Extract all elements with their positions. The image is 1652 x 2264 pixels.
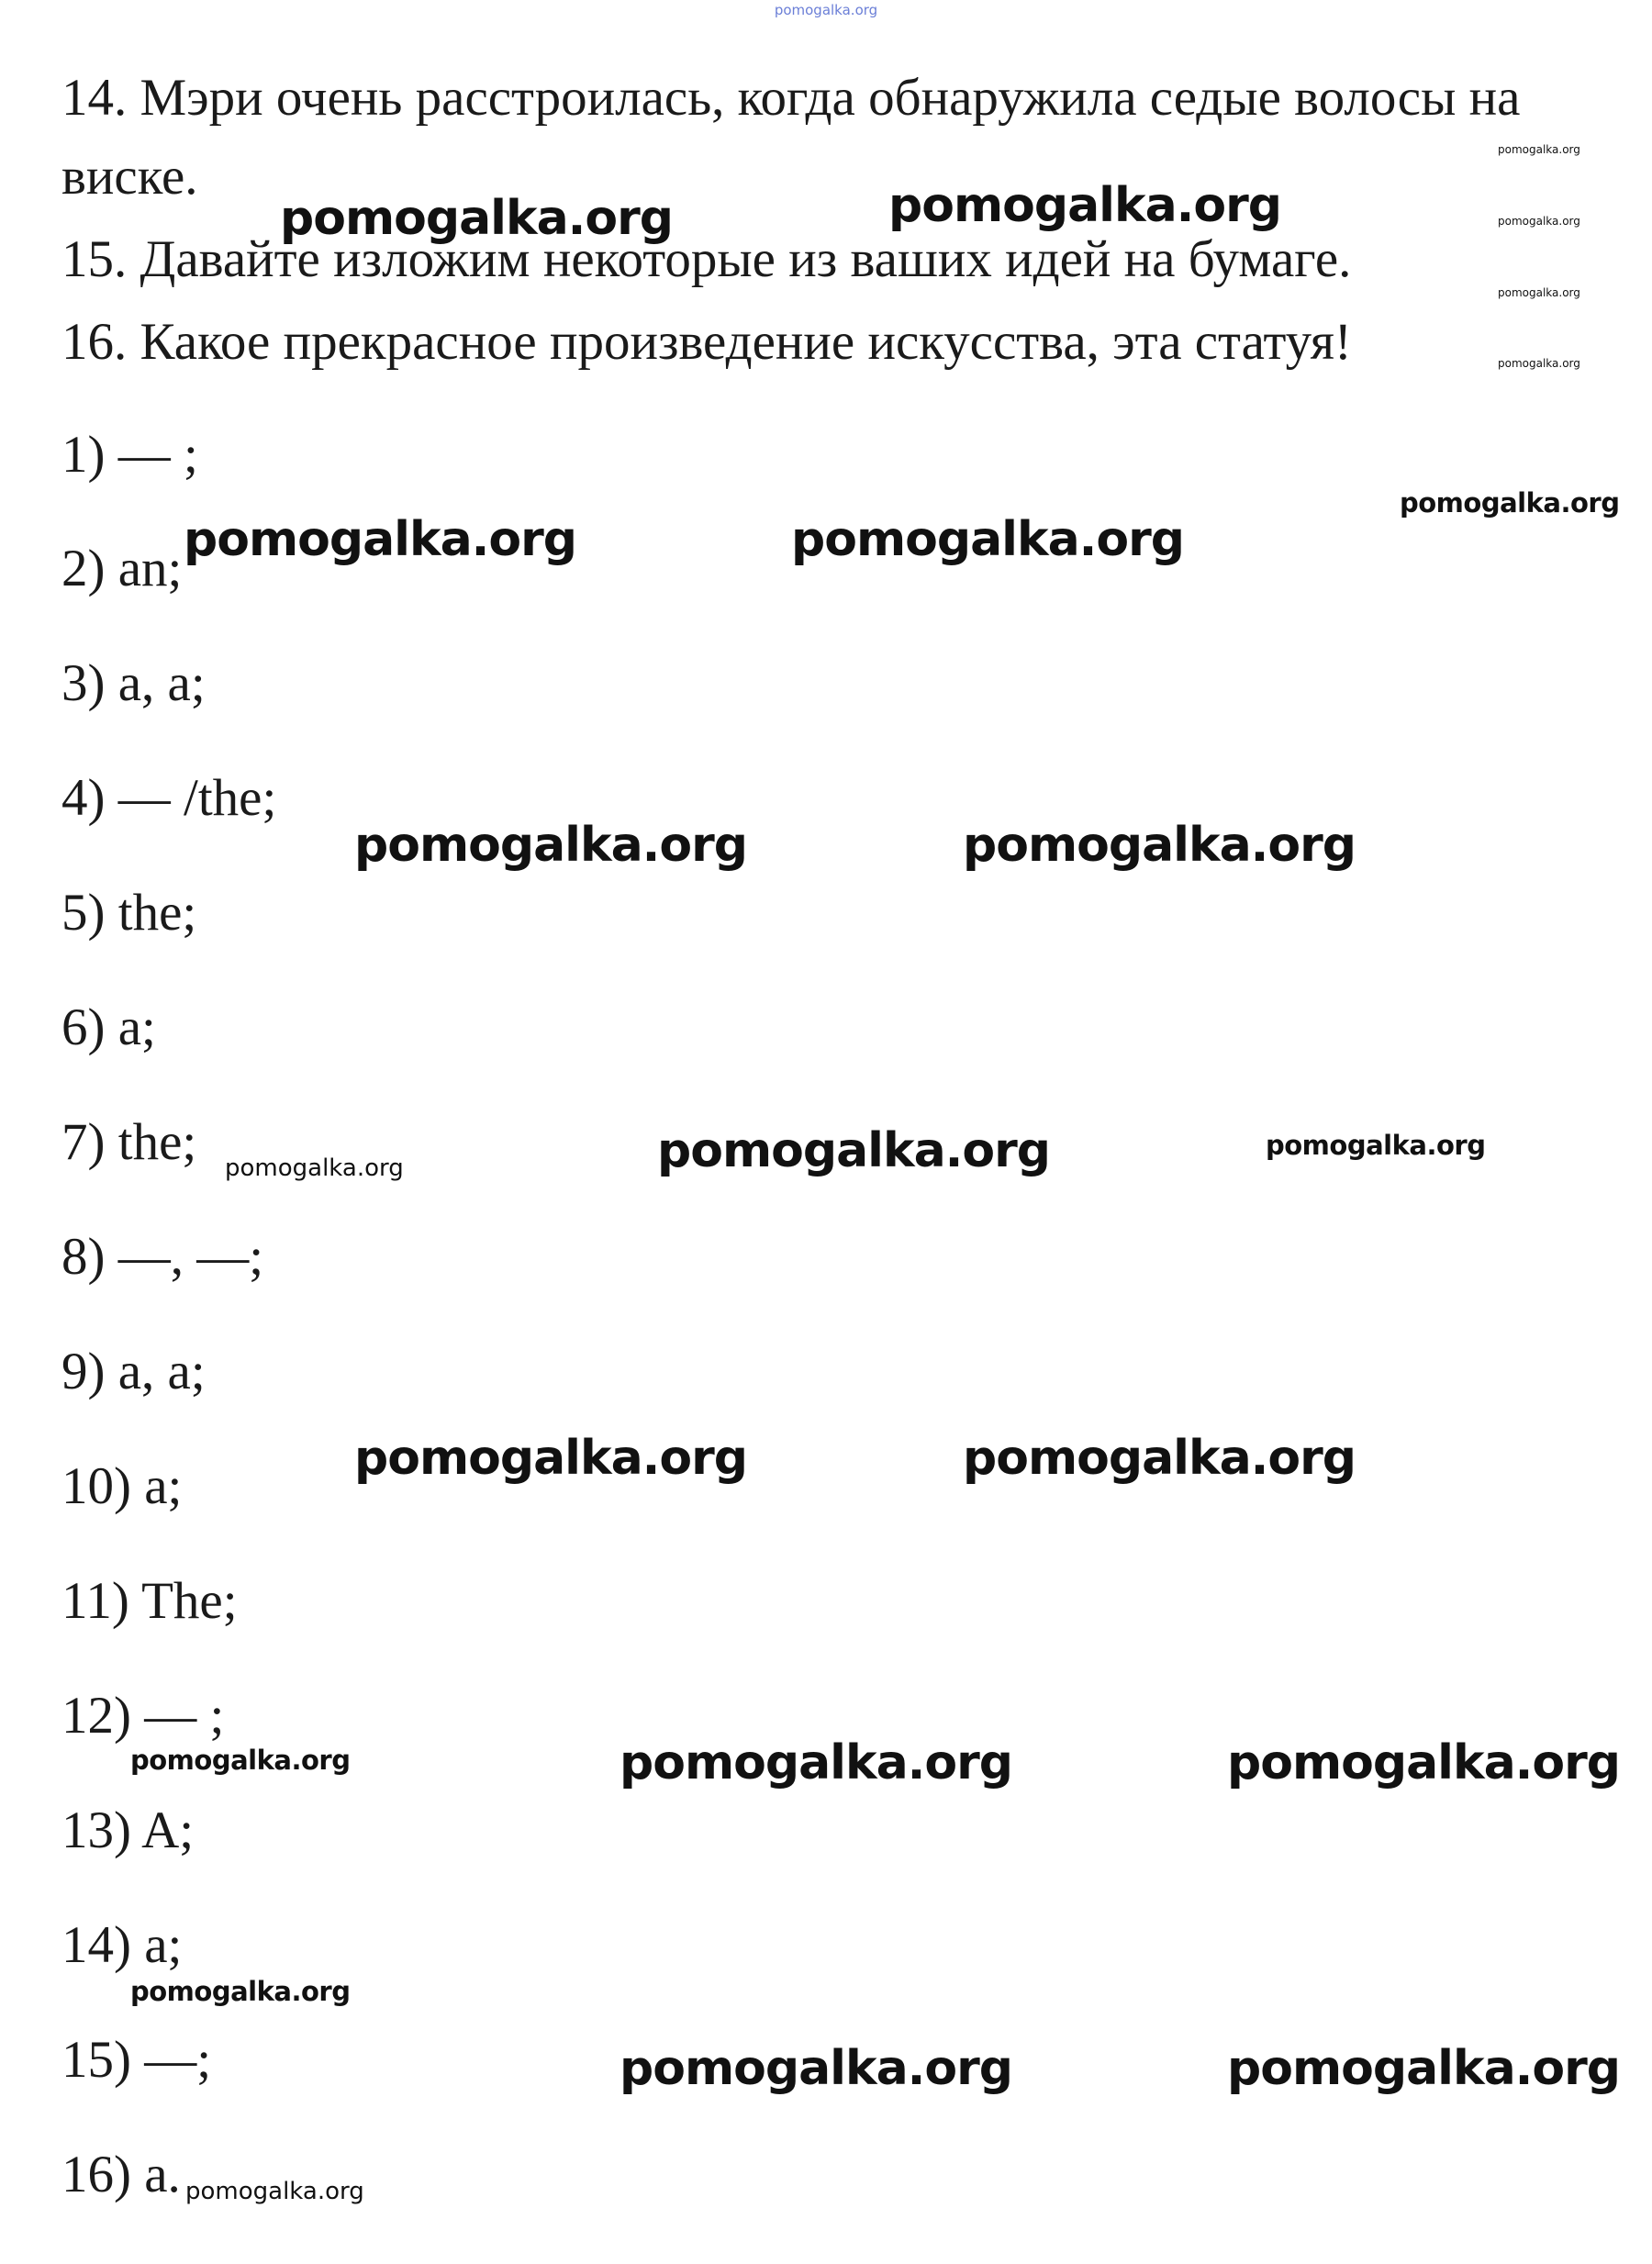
watermark: pomogalka.org	[963, 818, 1356, 873]
watermark: pomogalka.org	[130, 1976, 351, 2007]
answer-12: 12) — ;	[61, 1687, 225, 1745]
watermark: pomogalka.org	[657, 1123, 1051, 1178]
watermark: pomogalka.org	[354, 818, 748, 873]
watermark: pomogalka.org	[963, 1431, 1356, 1486]
watermark: pomogalka.org	[185, 2178, 364, 2205]
answer-1: 1) — ;	[61, 426, 198, 484]
answer-11: 11) The;	[61, 1572, 238, 1630]
answer-9: 9) a, a;	[61, 1343, 206, 1400]
answer-10: 10) a;	[61, 1457, 183, 1515]
answer-4: 4) — /the;	[61, 769, 277, 827]
watermark: pomogalka.org	[354, 1431, 748, 1486]
watermark: pomogalka.org	[1498, 215, 1580, 228]
sentence-16: 16. Какое прекрасное произведение искусства, эта статуя!	[61, 313, 1352, 371]
watermark: pomogalka.org	[620, 1735, 1013, 1790]
answer-6: 6) a;	[61, 998, 156, 1056]
watermark: pomogalka.org	[1227, 2041, 1621, 2096]
answer-14: 14) a;	[61, 1916, 183, 1974]
watermark: pomogalka.org	[791, 512, 1185, 567]
answer-16: 16) a.	[61, 2146, 181, 2203]
watermark: pomogalka.org	[1498, 357, 1580, 370]
watermark: pomogalka.org	[184, 512, 577, 567]
sentence-14-line1: 14. Мэри очень расстроилась, когда обнаружила седые волосы на	[61, 69, 1521, 127]
answer-13: 13) A;	[61, 1801, 195, 1859]
watermark: pomogalka.org	[620, 2041, 1013, 2096]
header-source-mark: pomogalka.org	[774, 2, 878, 18]
sentence-14-line2: виске.	[61, 148, 198, 206]
watermark: pomogalka.org	[1400, 487, 1620, 519]
answer-3: 3) a, a;	[61, 654, 206, 712]
answer-5: 5) the;	[61, 884, 197, 942]
answer-7: 7) the;	[61, 1113, 197, 1171]
watermark: pomogalka.org	[225, 1154, 404, 1182]
answer-8: 8) —, —;	[61, 1228, 264, 1286]
watermark: pomogalka.org	[280, 191, 674, 246]
watermark: pomogalka.org	[130, 1745, 351, 1776]
watermark: pomogalka.org	[1266, 1130, 1486, 1161]
watermark: pomogalka.org	[1498, 143, 1580, 156]
watermark: pomogalka.org	[1227, 1735, 1621, 1790]
watermark: pomogalka.org	[1498, 286, 1580, 299]
answer-2: 2) an;	[61, 540, 183, 597]
watermark: pomogalka.org	[888, 178, 1282, 233]
sentence-15: 15. Давайте изложим некоторые из ваших идей на бумаге.	[61, 230, 1352, 288]
answer-15: 15) —;	[61, 2031, 212, 2089]
